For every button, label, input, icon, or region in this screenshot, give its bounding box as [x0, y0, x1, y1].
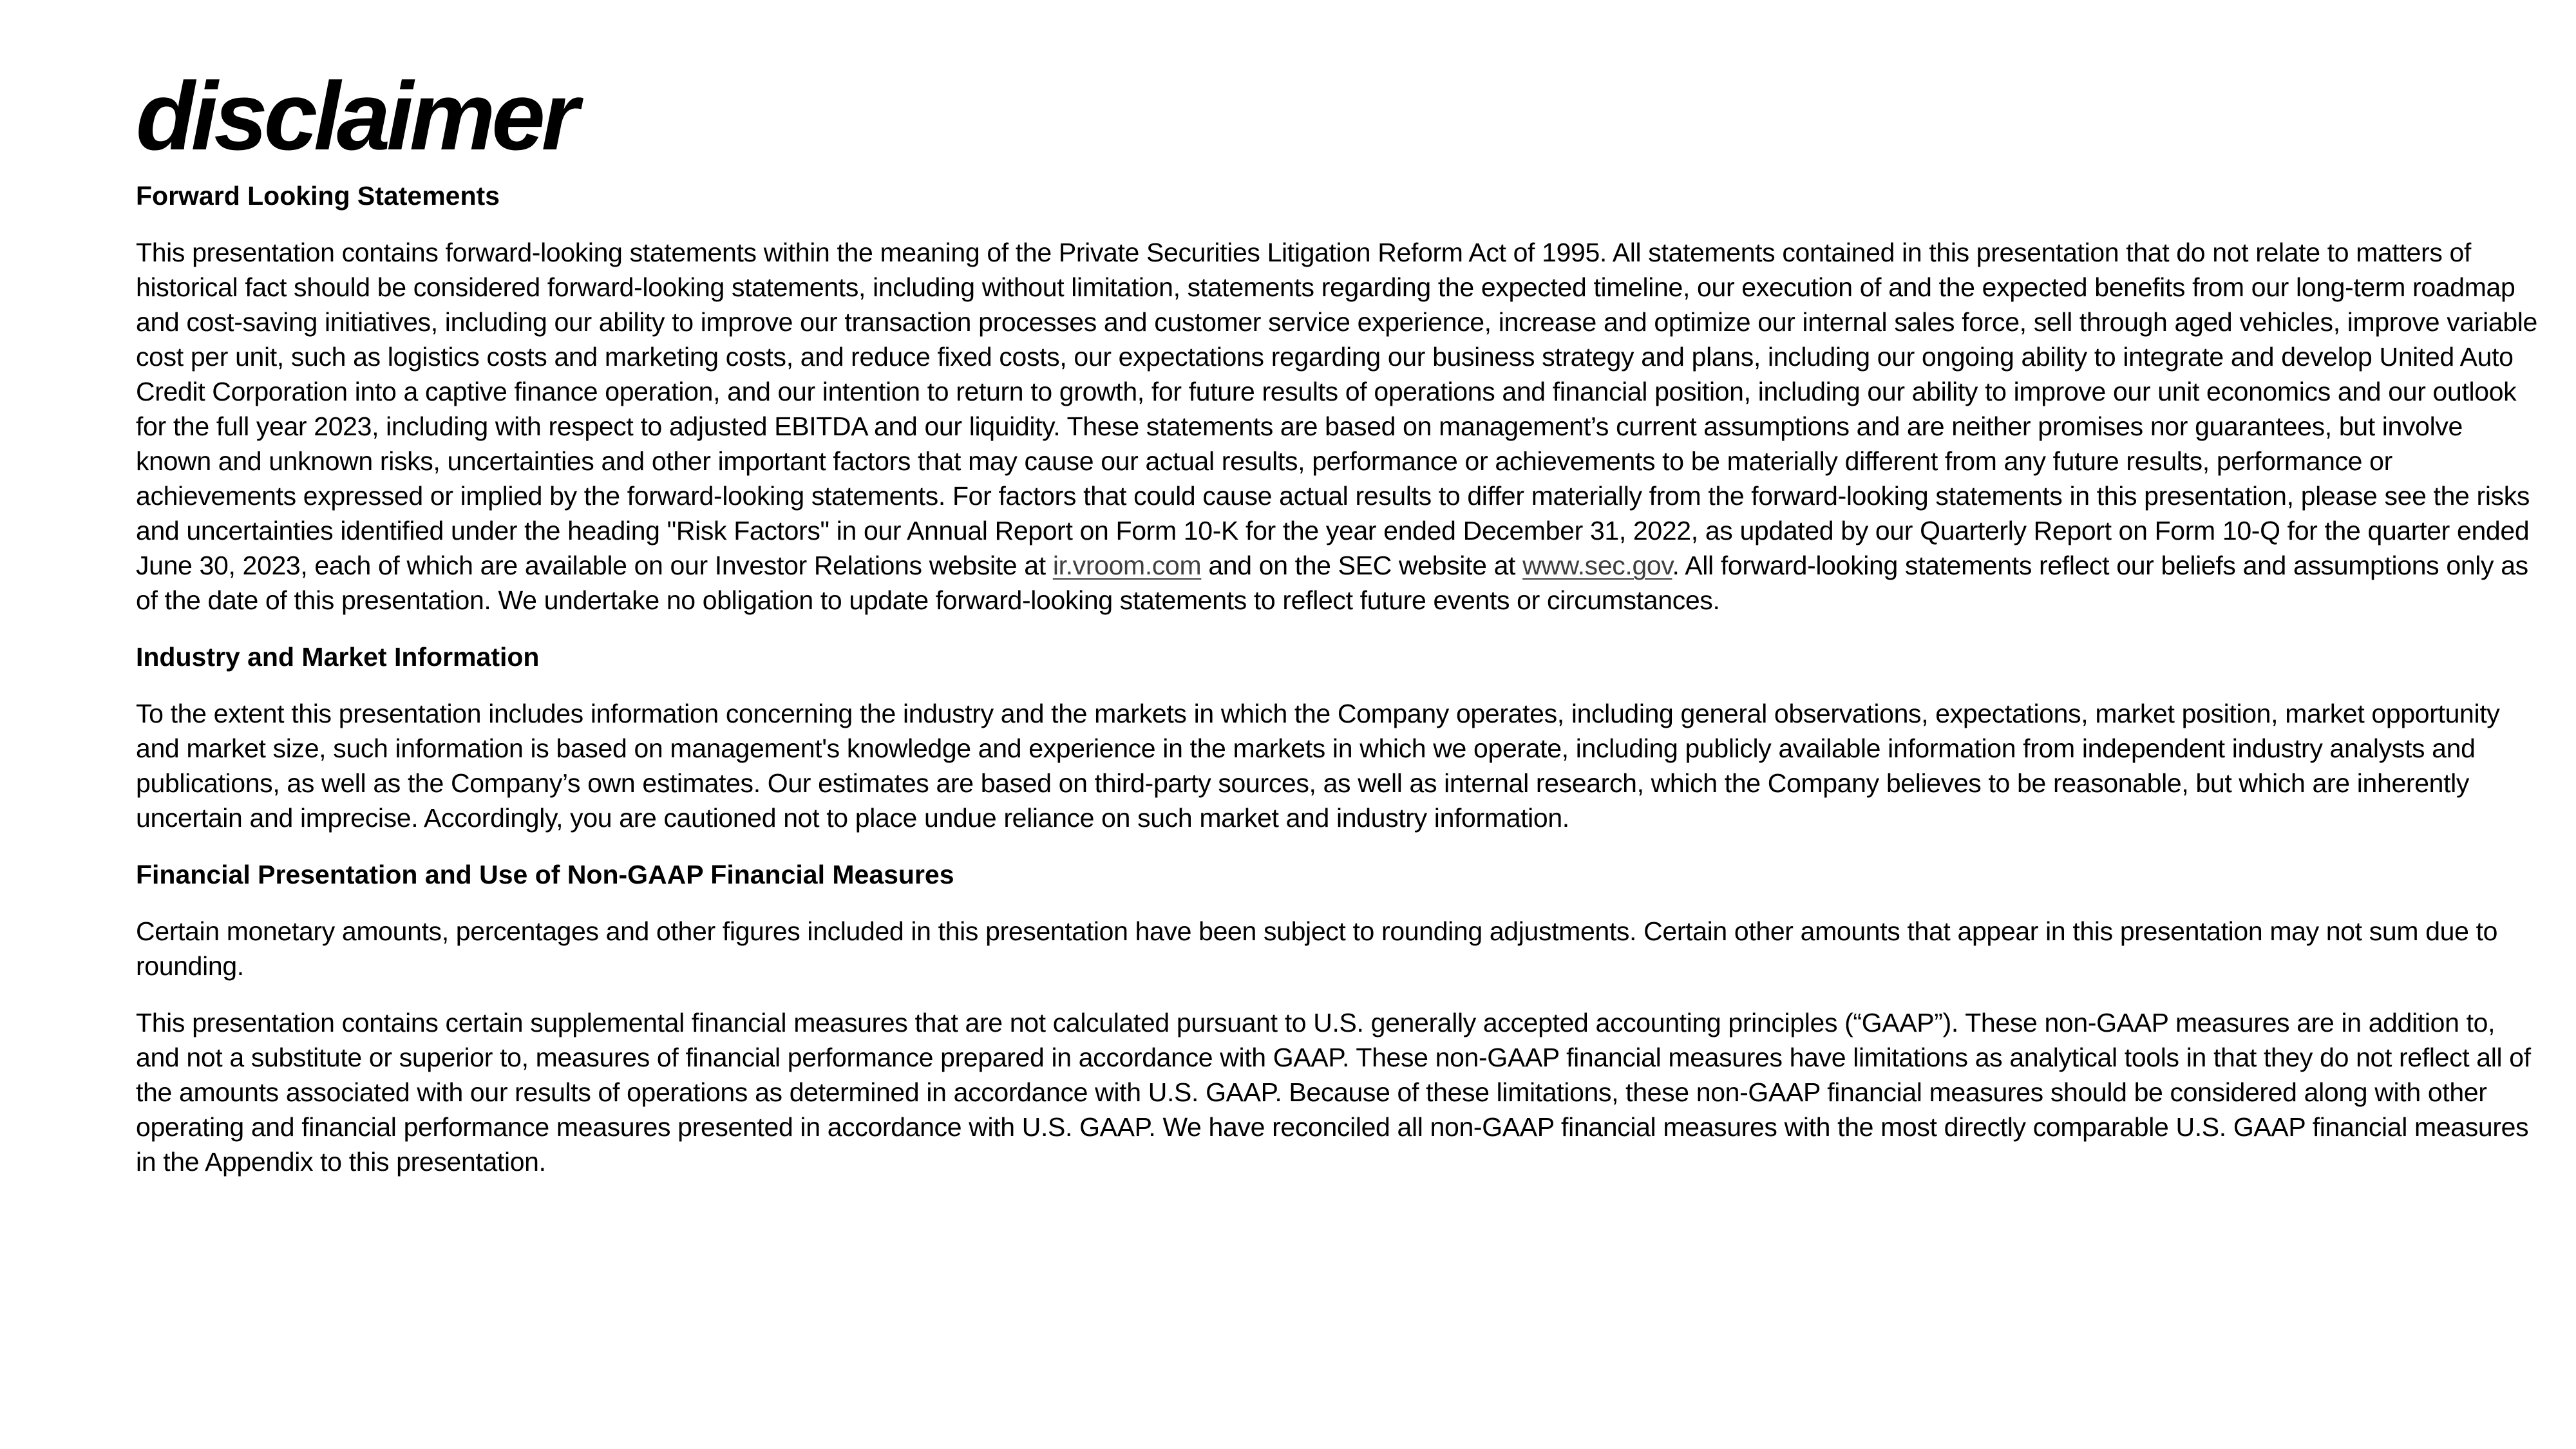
paragraph-forward-looking — [136, 235, 2544, 618]
heading-forward-looking: Forward Looking Statements — [136, 181, 500, 211]
forward-text-part-1: This presentation contains forward-looking statements within the meaning of the Private Securities Litigation Reform Act of 1995. All statements contained in this presentation that do not relate to matters of historical fact should be considered forward-looking statements, including without limitation, statements regarding the expected timeline, our execution of and the expected benefits from our long-term roadmap and cost-saving initiatives, including our ability to improve our transaction processes and customer service experience, increase and optimize our internal sales force, sell through aged vehicles, improve variable cost per unit, such as logistics costs and marketing costs, and reduce fixed costs, our expectations regarding our business strategy and plans, including our ongoing ability to integrate and develop United Auto Credit Corporation into a captive finance operation, and our intention to return to growth, for future results of operations and financial position, including our ability to improve our unit economics and our outlook for the full year 2023, including with respect to adjusted EBITDA and our liquidity. These statements are based on management’s current assumptions and are neither promises nor guarantees, but involve known and unknown risks, uncertainties and other important factors that may cause our actual results, performance or achievements to be materially different from any future results, performance or achievements expressed or implied by the forward-looking statements. For factors that could cause actual results to differ materially from the forward-looking statements in this presentation, please see the risks and uncertainties identified under the heading "Risk Factors" in our Annual Report on Form 10-K for the year ended December 31, 2022, as updated by our Quarterly Report on Form 10-Q for the quarter ended June 30, 2023, each of which are available on our Investor Relations website at — [136, 238, 2537, 580]
paragraph-industry-market: To the extent this presentation includes information concerning the industry and the markets in which the Company operates, including general observations, expectations, market position, market opportunity and market size, such information is based on management's knowledge and experience in the markets in which we operate, including publicly available information from independent industry analysts and publications, as well as the Company’s own estimates. Our estimates are based on third-party sources, as well as internal research, which the Company believes to be reasonable, but which are inherently uncertain and imprecise. Accordingly, you are cautioned not to place undue reliance on such market and industry information. — [136, 699, 2500, 833]
link-sec-website[interactable]: www.sec.gov — [1522, 551, 1672, 580]
disclaimer-page — [136, 62, 2544, 1201]
paragraph-non-gaap: This presentation contains certain supplemental financial measures that are not calculated pursuant to U.S. generally accepted accounting principles (“GAAP”). These non-GAAP measures are in addition to, and not a substitute or superior to, measures of financial performance prepared in accordance with GAAP. These non-GAAP financial measures have limitations as analytical tools in that they do not reflect all of the amounts associated with our results of operations as determined in accordance with U.S. GAAP. Because of these limitations, these non-GAAP financial measures should be considered along with other operating and financial performance measures presented in accordance with U.S. GAAP. We have reconciled all non-GAAP financial measures with the most directly comparable U.S. GAAP financial measures in the Appendix to this presentation. — [136, 1008, 2531, 1177]
link-investor-relations[interactable]: ir.vroom.com — [1052, 551, 1202, 580]
forward-text-part-2: and on the SEC website at — [1201, 551, 1523, 580]
page-title: disclaimer — [136, 62, 576, 170]
forward-text-part-3: . All forward-looking statements reflect our beliefs and assumptions only as of the date of this presentation. We undertake no obligation to update forward-looking statements to reflect future events or circumstances. — [136, 551, 2528, 615]
paragraph-rounding: Certain monetary amounts, percentages and other figures included in this presentation have been subject to rounding adjustments. Certain other amounts that appear in this presentation may not sum due to rounding. — [136, 916, 2498, 981]
heading-industry-market: Industry and Market Information — [136, 642, 540, 672]
heading-non-gaap: Financial Presentation and Use of Non-GAAP Financial Measures — [136, 860, 954, 889]
